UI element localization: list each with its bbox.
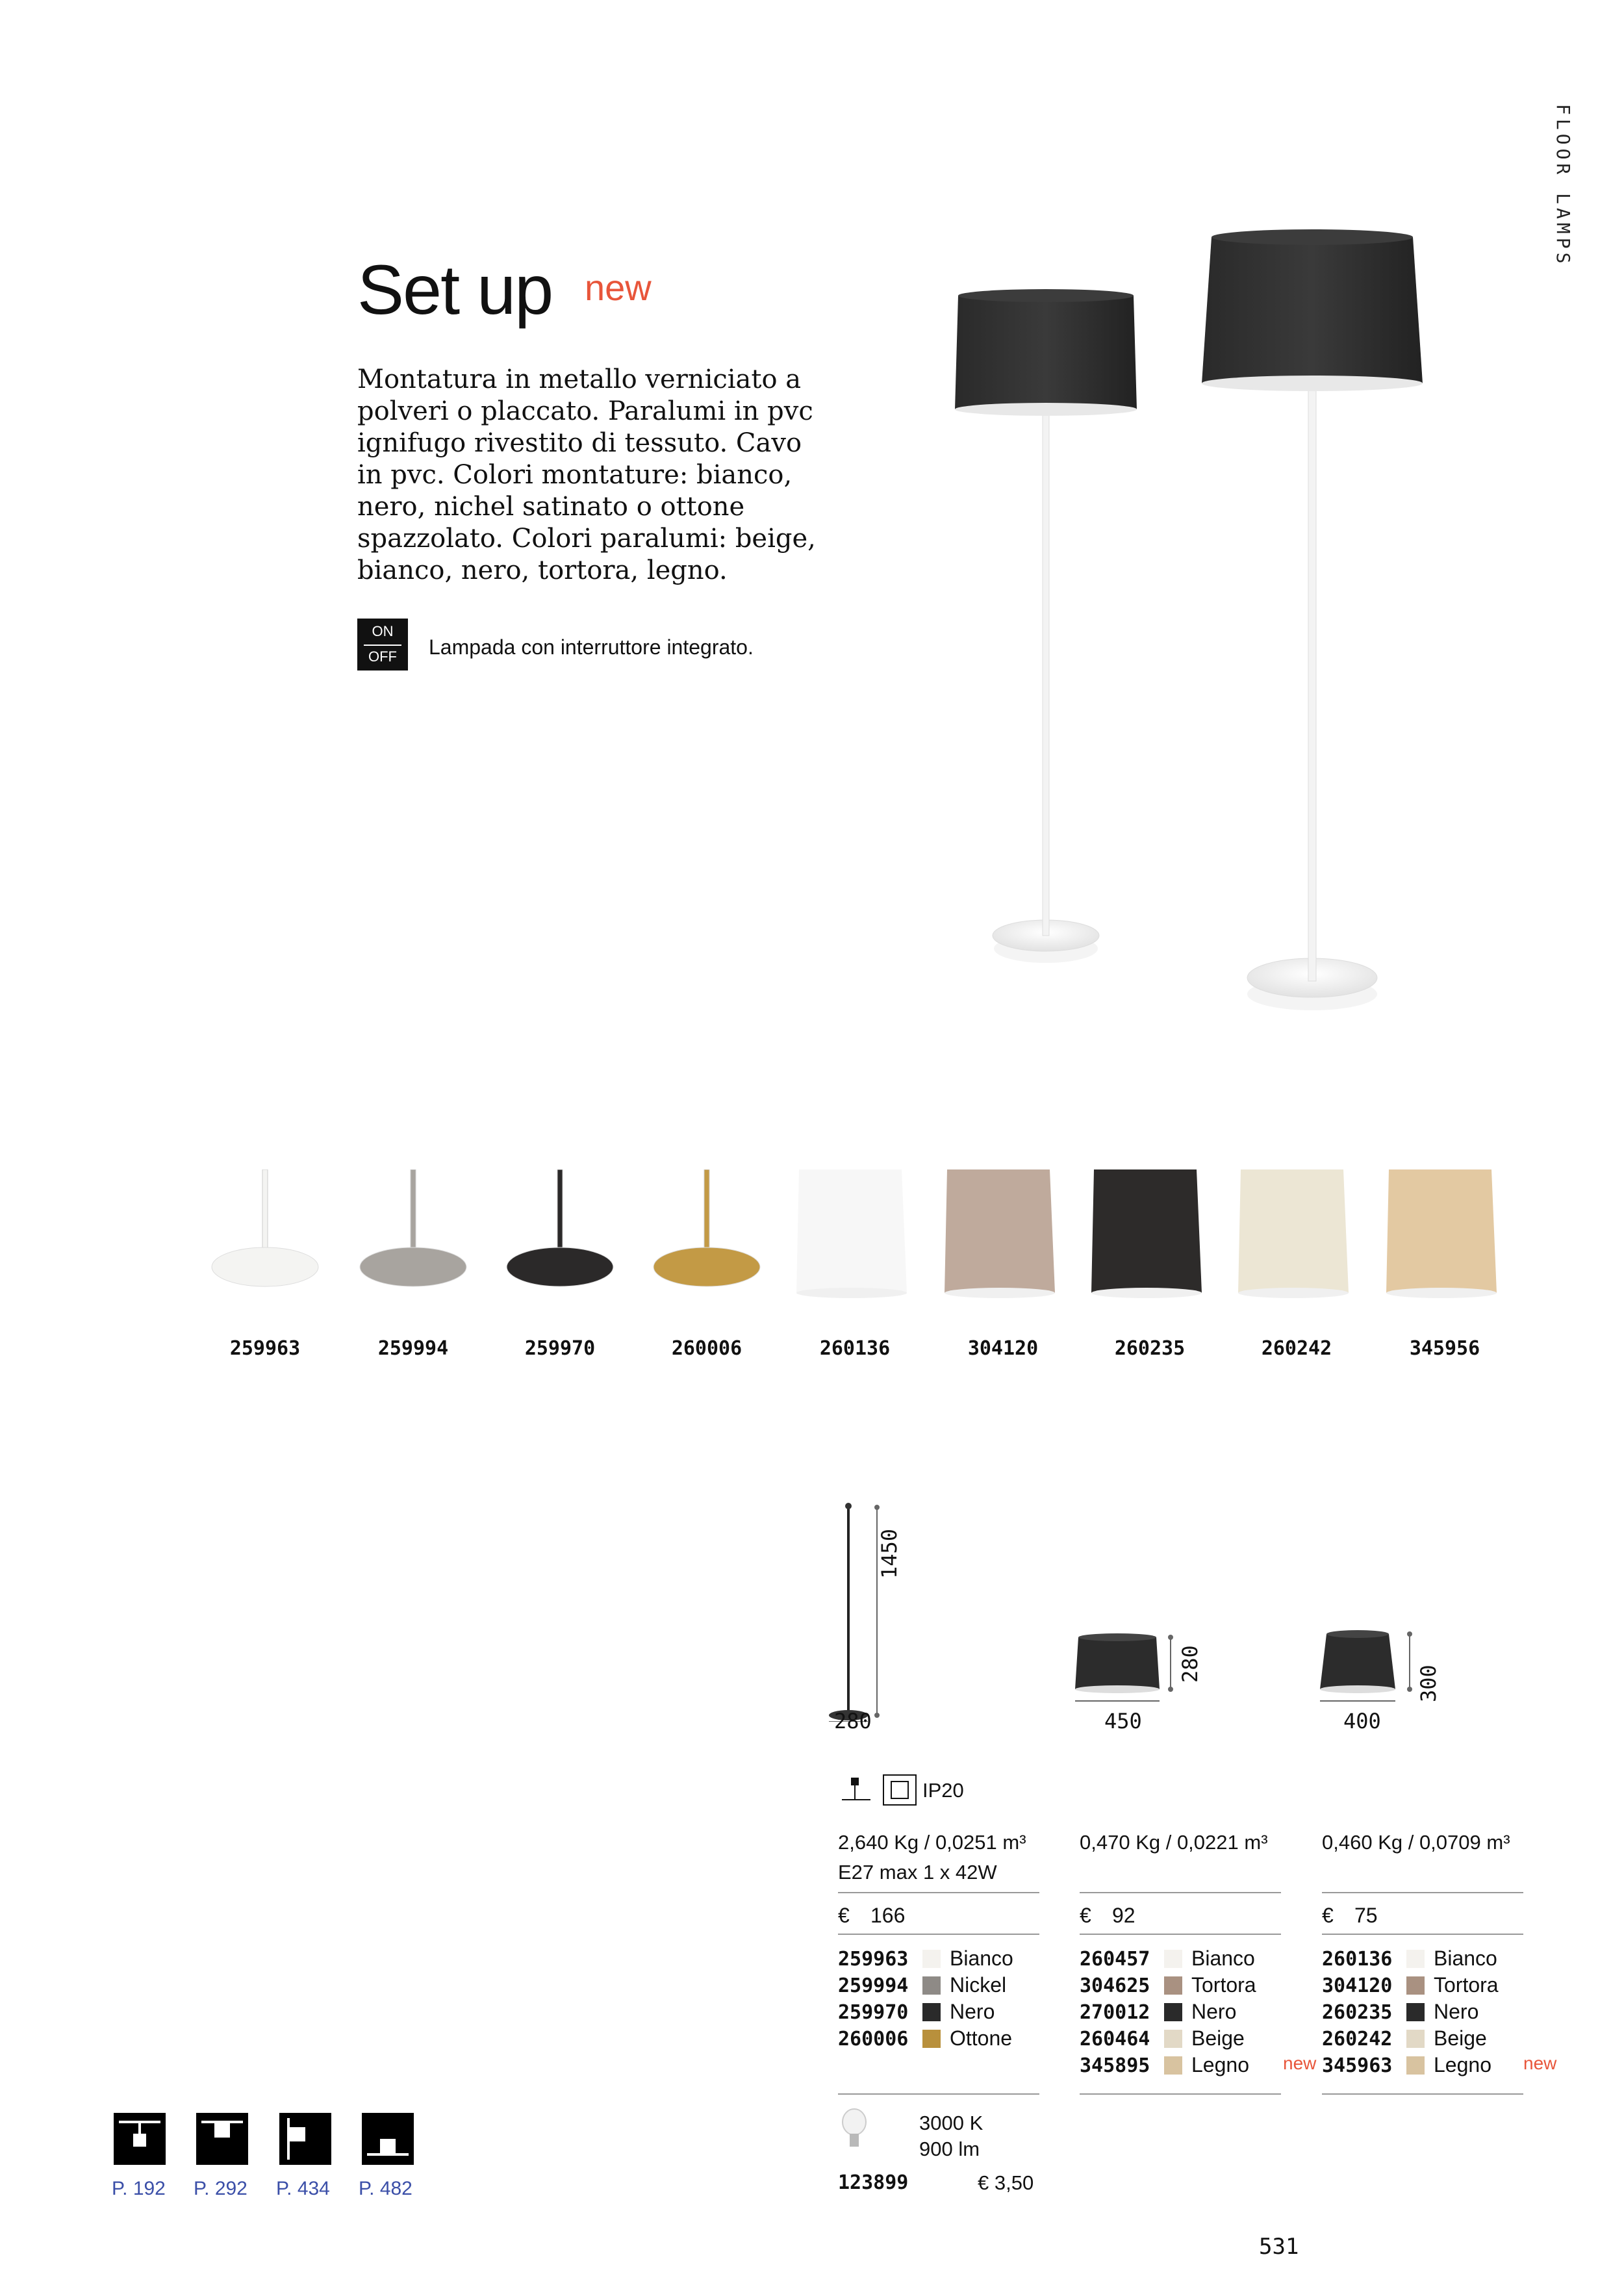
bulb-icon [838,2105,870,2157]
swatch-code: 259963 [229,1337,301,1360]
shade-450-drawing [1065,1624,1195,1709]
variant-row [838,2025,1012,2052]
swatch-shade[interactable] [1238,1169,1355,1299]
variant-color-name: Nero [1191,2000,1237,2023]
swatch-shade[interactable] [1091,1169,1208,1299]
color-swatch-icon [1406,1950,1425,1968]
bulb-lumen: 900 lm [919,2138,980,2160]
variant-code: 259970 [838,2001,909,2024]
variant-row [1080,1999,1236,2026]
currency-symbol: € [1080,1904,1091,1927]
variant-row [1080,1945,1255,1973]
mounting-type-icon [838,1774,877,1806]
variant-color-name: Legno [1191,2053,1249,2076]
switch-icon [357,619,408,671]
variant-code: 260242 [1322,2028,1393,2050]
color-swatch-icon [1164,2030,1182,2048]
variant-row [1322,1972,1499,1999]
variant-row [1322,2052,1491,2079]
variant-color-name: Bianco [950,1947,1013,1970]
variant-color-name: Beige [1434,2026,1487,2050]
bulb-spec: E27 max 1 x 42W [838,1861,997,1884]
weight-volume: 2,640 Kg / 0,0251 m³ [838,1831,1026,1854]
swatch-code: 259994 [377,1337,449,1360]
new-badge: new [585,267,652,308]
divider [1080,1934,1281,1935]
color-swatch-icon [1406,2056,1425,2075]
switch-off-label: OFF [368,648,397,665]
shade-450-height-dim: 280 [1178,1645,1202,1683]
variant-row [1080,2052,1249,2079]
shade-400-height-dim: 300 [1416,1665,1441,1702]
new-tag: new [1523,2053,1557,2073]
swatch-base[interactable] [355,1169,472,1299]
nav-table-icon[interactable] [362,2113,414,2165]
variant-color-name: Nickel [950,1973,1007,1997]
weight-volume: 0,460 Kg / 0,0709 m³ [1322,1831,1510,1854]
variant-code: 260006 [838,2028,909,2050]
variant-code: 345895 [1080,2054,1150,2077]
currency-symbol: € [1322,1904,1334,1927]
variant-row [1322,2025,1487,2052]
variant-code: 260136 [1322,1948,1393,1971]
color-swatch-icon [1406,2003,1425,2021]
variant-color-name: Bianco [1434,1947,1497,1970]
color-swatch-icon [1406,1976,1425,1995]
switch-description: Lampada con interruttore integrato. [429,635,754,659]
variant-row [1080,1972,1256,1999]
variant-code: 270012 [1080,2001,1150,2024]
variant-color-name: Ottone [950,2026,1013,2050]
swatch-code: 260006 [671,1337,742,1360]
color-swatch-icon [1406,2030,1425,2048]
bulb-code: 123899 [838,2171,909,2194]
variant-color-name: Nero [1434,2000,1479,2023]
variant-color-name: Legno [1434,2053,1491,2076]
product-description: Montatura in metallo verniciato a polveri o placcato. Paralumi in pvc ignifugo rivestito di tessuto. Cavo in pvc. Colori montature: bianco, nero, nichel satinato o ottone spazzolato. Colori paralumi: beige, bianco, nero, tortora, legno. [357,364,816,585]
divider [838,1934,1039,1935]
color-swatch-icon [922,2030,941,2048]
bulb-price: € 3,50 [978,2171,1034,2194]
color-swatch-icon [1164,2003,1182,2021]
swatch-shade[interactable] [796,1169,913,1299]
shade-400-width-dim: 400 [1343,1709,1381,1733]
variant-row [1322,1999,1478,2026]
swatch-code: 260242 [1261,1337,1332,1360]
color-swatch-icon [1164,1950,1182,1968]
variant-color-name: Tortora [1434,1973,1499,1997]
nav-link-wall[interactable]: P. 434 [276,2178,330,2199]
variant-color-name: Tortora [1191,1973,1256,1997]
section-label: FLOOR LAMPS [1553,104,1574,268]
nav-link-ceiling[interactable]: P. 292 [194,2178,247,2199]
shade-450-width-dim: 450 [1104,1709,1142,1733]
color-swatch-icon [922,1950,941,1968]
variant-color-name: Beige [1191,2026,1245,2050]
variant-code: 260235 [1322,2001,1393,2024]
price: 92 [1112,1904,1136,1927]
swatch-code: 260235 [1114,1337,1186,1360]
weight-volume: 0,470 Kg / 0,0221 m³ [1080,1831,1268,1854]
variant-code: 260457 [1080,1948,1150,1971]
variant-row [838,1945,1013,1973]
new-tag: new [1283,2053,1317,2073]
swatch-code: 259970 [524,1337,596,1360]
swatch-base[interactable] [207,1169,324,1299]
swatch-code: 345956 [1409,1337,1480,1360]
color-swatch-icon [1164,2056,1182,2075]
nav-link-table[interactable]: P. 482 [359,2178,412,2199]
price: 75 [1354,1904,1378,1927]
ip-rating: IP20 [922,1779,964,1802]
variant-code: 345963 [1322,2054,1393,2077]
divider [838,2093,1039,2095]
variant-color-name: Nero [950,2000,995,2023]
color-swatch-icon [922,2003,941,2021]
variant-code: 259963 [838,1948,909,1971]
divider [1322,2093,1523,2095]
switch-on-label: ON [372,623,394,639]
variant-code: 260464 [1080,2028,1150,2050]
stand-base-dim: 280 [834,1709,872,1733]
nav-link-pendant[interactable]: P. 192 [112,2178,166,2199]
color-swatch-icon [922,1976,941,1995]
variant-color-name: Bianco [1191,1947,1255,1970]
class-2-icon [882,1774,917,1806]
nav-ceiling-icon[interactable] [196,2113,248,2165]
swatch-base[interactable] [648,1169,765,1299]
swatch-base[interactable] [501,1169,618,1299]
floor-lamps-photo [896,221,1481,1040]
variant-code: 259994 [838,1974,909,1997]
color-swatch-icon [1164,1976,1182,1995]
divider [1080,2093,1281,2095]
page-number: 531 [1259,2234,1299,2260]
divider [1322,1892,1523,1893]
product-title: Set up [357,250,553,329]
variant-row [1080,2025,1245,2052]
divider [1322,1934,1523,1935]
variant-code: 304120 [1322,1974,1393,1997]
price: 166 [870,1904,906,1927]
bulb-temperature: 3000 K [919,2112,983,2134]
swatch-shade[interactable] [1386,1169,1503,1299]
swatch-shade[interactable] [945,1169,1061,1299]
variant-row [838,1972,1006,1999]
nav-wall-icon[interactable] [279,2113,331,2165]
nav-pendant-icon[interactable] [114,2113,166,2165]
variant-code: 304625 [1080,1974,1150,1997]
divider [838,1892,1039,1893]
stand-height-dim: 1450 [877,1528,902,1579]
variant-row [838,1999,995,2026]
divider [1080,1892,1281,1893]
swatch-code: 304120 [967,1337,1039,1360]
swatch-code: 260136 [819,1337,891,1360]
currency-symbol: € [838,1904,850,1927]
variant-row [1322,1945,1497,1973]
